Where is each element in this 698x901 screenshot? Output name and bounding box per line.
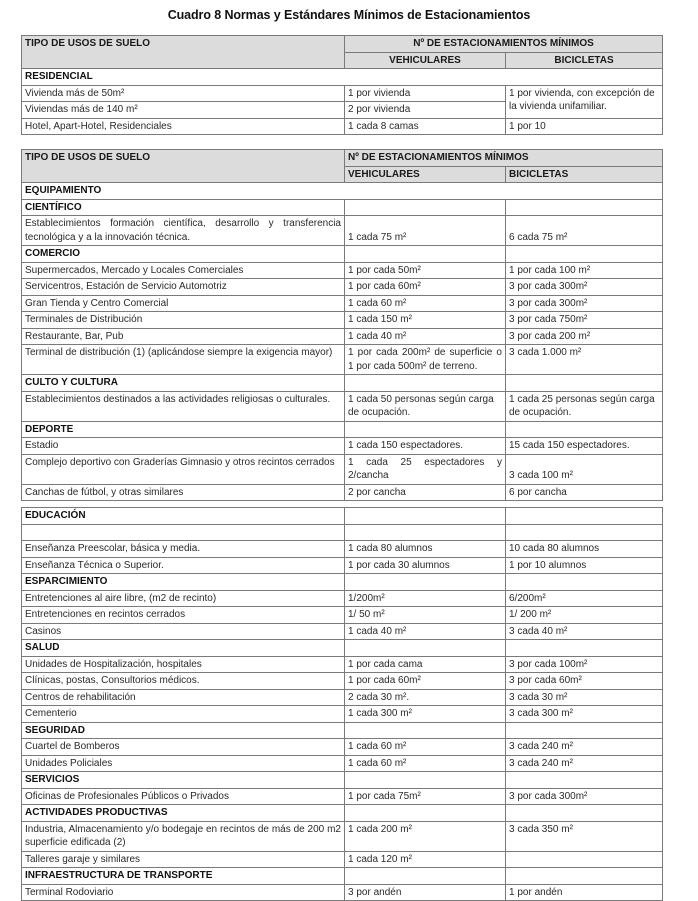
empty-cell: [345, 421, 506, 438]
uso-cell: Gran Tienda y Centro Comercial: [22, 295, 345, 312]
section-row: [22, 183, 663, 200]
vehiculares-cell: 1 por cada 200m² de superficie o 1 por cada 500m² de terreno.: [345, 345, 506, 375]
header-bicicletas: BICICLETAS: [506, 166, 663, 183]
vehiculares-cell: 1 cada 60 m²: [345, 755, 506, 772]
vehiculares-cell: 1 por vivienda: [345, 85, 506, 102]
bicicletas-cell: 1 cada 25 personas según carga de ocupación.: [506, 391, 663, 421]
empty-cell: [506, 868, 663, 885]
bicicletas-cell: 1 por cada 100 m²: [506, 262, 663, 279]
vehiculares-cell: 1/200m²: [345, 590, 506, 607]
section-label: ACTIVIDADES PRODUCTIVAS: [22, 805, 345, 822]
uso-cell: Cuartel de Bomberos: [22, 739, 345, 756]
section-row: [22, 772, 663, 789]
section-label: RESIDENCIAL: [22, 69, 663, 86]
vehiculares-cell: 1 cada 8 camas: [345, 118, 506, 135]
section-row: [22, 805, 663, 822]
empty-cell: [506, 524, 663, 541]
vehiculares-cell: 1 cada 40 m²: [345, 328, 506, 345]
vehiculares-cell: 1 cada 200 m²: [345, 821, 506, 851]
vehiculares-cell: 1 por cada 60m²: [345, 673, 506, 690]
vehiculares-cell: 1/ 50 m²: [345, 607, 506, 624]
section-label: CULTO Y CULTURA: [22, 375, 345, 392]
uso-cell: Unidades Policiales: [22, 755, 345, 772]
table-equipamiento: [21, 149, 663, 501]
vehiculares-cell: 2 por cancha: [345, 484, 506, 501]
uso-cell: Cementerio: [22, 706, 345, 723]
empty-cell: [506, 508, 663, 525]
section-row: [22, 421, 663, 438]
bicicletas-cell: 3 cada 30 m²: [506, 689, 663, 706]
table-row: [22, 739, 663, 756]
bicicletas-cell: 3 cada 40 m²: [506, 623, 663, 640]
vehiculares-cell: 1 cada 120 m²: [345, 851, 506, 868]
bicicletas-cell: [506, 851, 663, 868]
section-label: SERVICIOS: [22, 772, 345, 789]
table-row: [22, 454, 663, 484]
table-row: [22, 85, 663, 102]
uso-cell: Centros de rehabilitación: [22, 689, 345, 706]
vehiculares-cell: 1 cada 150 m²: [345, 312, 506, 329]
empty-cell: [22, 524, 345, 541]
table-header-row: [22, 150, 663, 167]
bicicletas-cell: 1 por 10: [506, 118, 663, 135]
table-row: [22, 118, 663, 135]
header-bicicletas: BICICLETAS: [506, 52, 663, 69]
uso-cell: Servicentros, Estación de Servicio Automotriz: [22, 279, 345, 296]
empty-cell: [506, 375, 663, 392]
section-row: [22, 375, 663, 392]
table-row: [22, 755, 663, 772]
table-residencial: [21, 35, 663, 135]
uso-cell: Clínicas, postas, Consultorios médicos.: [22, 673, 345, 690]
bicicletas-cell: 3 por cada 300m²: [506, 279, 663, 296]
section-row: [22, 722, 663, 739]
uso-cell: Unidades de Hospitalización, hospitales: [22, 656, 345, 673]
bicicletas-cell: 3 por cada 300m²: [506, 788, 663, 805]
bicicletas-cell: 6 por cancha: [506, 484, 663, 501]
table-row: [22, 262, 663, 279]
section-label: DEPORTE: [22, 421, 345, 438]
bicicletas-cell: 15 cada 150 espectadores.: [506, 438, 663, 455]
uso-cell: Establecimientos formación científica, desarrollo y transferencia tecnológica y a la innovación técnica.: [22, 216, 345, 246]
empty-cell: [506, 805, 663, 822]
empty-cell: [345, 246, 506, 263]
bicicletas-cell: 3 cada 1.000 m²: [506, 345, 663, 375]
section-row: [22, 69, 663, 86]
uso-cell: Oficinas de Profesionales Públicos o Privados: [22, 788, 345, 805]
section-label: CIENTÍFICO: [22, 199, 345, 216]
bicicletas-cell: 3 por cada 750m²: [506, 312, 663, 329]
uso-cell: Entretenciones al aire libre, (m2 de recinto): [22, 590, 345, 607]
uso-cell: Casinos: [22, 623, 345, 640]
empty-cell: [506, 199, 663, 216]
empty-cell: [345, 772, 506, 789]
bicicletas-cell: 3 por cada 100m²: [506, 656, 663, 673]
bicicletas-cell: 1 por andén: [506, 884, 663, 901]
section-row: [22, 199, 663, 216]
bicicletas-cell: 1 por 10 alumnos: [506, 557, 663, 574]
vehiculares-cell: 1 cada 80 alumnos: [345, 541, 506, 558]
uso-cell: Hotel, Apart-Hotel, Residenciales: [22, 118, 345, 135]
table-row: [22, 438, 663, 455]
uso-cell: Talleres garaje y similares: [22, 851, 345, 868]
document-title: Cuadro 8 Normas y Estándares Mínimos de Estacionamientos: [167, 8, 531, 22]
section-row: [22, 640, 663, 657]
empty-cell: [345, 508, 506, 525]
vehiculares-cell: 1 por cada 60m²: [345, 279, 506, 296]
section-label: EDUCACIÓN: [22, 508, 345, 525]
table-row: [22, 541, 663, 558]
table-row: [22, 216, 663, 246]
table-row: [22, 689, 663, 706]
table-row: [22, 788, 663, 805]
section-label: SEGURIDAD: [22, 722, 345, 739]
table-row: [22, 623, 663, 640]
bicicletas-cell: 1 por vivienda, con excepción de la vivienda unifamiliar.: [506, 85, 663, 118]
bicicletas-cell: 3 cada 350 m²: [506, 821, 663, 851]
section-label: COMERCIO: [22, 246, 345, 263]
empty-cell: [506, 772, 663, 789]
empty-cell: [506, 574, 663, 591]
empty-cell: [345, 805, 506, 822]
vehiculares-cell: 1 cada 40 m²: [345, 623, 506, 640]
vehiculares-cell: 1 por cada 75m²: [345, 788, 506, 805]
uso-cell: Terminal Rodoviario: [22, 884, 345, 901]
section-row: [22, 508, 663, 525]
empty-cell: [506, 421, 663, 438]
uso-cell: Supermercados, Mercado y Locales Comerciales: [22, 262, 345, 279]
uso-cell: Establecimientos destinados a las actividades religiosas o culturales.: [22, 391, 345, 421]
table-row: [22, 851, 663, 868]
vehiculares-cell: 3 por andén: [345, 884, 506, 901]
bicicletas-cell: 1/ 200 m²: [506, 607, 663, 624]
table-row: [22, 295, 663, 312]
table-row: [22, 884, 663, 901]
table-row: [22, 391, 663, 421]
header-group: Nº DE ESTACIONAMIENTOS MÍNIMOS: [345, 150, 663, 167]
table-row: [22, 328, 663, 345]
vehiculares-cell: 1 por cada cama: [345, 656, 506, 673]
uso-cell: Entretenciones en recintos cerrados: [22, 607, 345, 624]
empty-cell: [506, 246, 663, 263]
table-row: [22, 607, 663, 624]
uso-cell: Terminales de Distribución: [22, 312, 345, 329]
bicicletas-cell: 6/200m²: [506, 590, 663, 607]
header-tipo-uso: TIPO DE USOS DE SUELO: [22, 36, 345, 69]
empty-cell: [345, 868, 506, 885]
table-row: [22, 312, 663, 329]
bicicletas-cell: 3 cada 300 m²: [506, 706, 663, 723]
header-tipo-uso: TIPO DE USOS DE SUELO: [22, 150, 345, 183]
uso-cell: Complejo deportivo con Graderías Gimnasio y otros recintos cerrados: [22, 454, 345, 484]
table-row: [22, 656, 663, 673]
bicicletas-cell: 3 cada 240 m²: [506, 739, 663, 756]
empty-row: [22, 524, 663, 541]
header-vehiculares: VEHICULARES: [345, 52, 506, 69]
empty-cell: [345, 524, 506, 541]
uso-cell: Canchas de fútbol, y otras similares: [22, 484, 345, 501]
uso-cell: Estadio: [22, 438, 345, 455]
table-row: [22, 557, 663, 574]
section-row: [22, 246, 663, 263]
header-group: Nº DE ESTACIONAMIENTOS MÍNIMOS: [345, 36, 663, 53]
table-row: [22, 484, 663, 501]
vehiculares-cell: 1 por cada 30 alumnos: [345, 557, 506, 574]
uso-cell: Restaurante, Bar, Pub: [22, 328, 345, 345]
header-vehiculares: VEHICULARES: [345, 166, 506, 183]
section-label: INFRAESTRUCTURA DE TRANSPORTE: [22, 868, 345, 885]
section-row: [22, 574, 663, 591]
empty-cell: [345, 199, 506, 216]
section-label: ESPARCIMIENTO: [22, 574, 345, 591]
table-equipamiento-continuacion: [21, 507, 663, 901]
empty-cell: [506, 640, 663, 657]
vehiculares-cell: 2 cada 30 m².: [345, 689, 506, 706]
bicicletas-cell: 3 por cada 60m²: [506, 673, 663, 690]
table-row: [22, 821, 663, 851]
uso-cell: Enseñanza Técnica o Superior.: [22, 557, 345, 574]
bicicletas-cell: 3 por cada 200 m²: [506, 328, 663, 345]
table-row: [22, 673, 663, 690]
table-row: [22, 279, 663, 296]
vehiculares-cell: 1 cada 25 espectadores y 2/cancha: [345, 454, 506, 484]
vehiculares-cell: 1 cada 300 m²: [345, 706, 506, 723]
vehiculares-cell: 1 cada 60 m²: [345, 295, 506, 312]
table-row: [22, 345, 663, 375]
uso-cell: Enseñanza Preescolar, básica y media.: [22, 541, 345, 558]
table-row: [22, 590, 663, 607]
table-header-row: [22, 36, 663, 53]
vehiculares-cell: 1 cada 50 personas según carga de ocupación.: [345, 391, 506, 421]
uso-cell: Vivienda más de 50m²: [22, 85, 345, 102]
bicicletas-cell: 3 por cada 300m²: [506, 295, 663, 312]
uso-cell: Viviendas más de 140 m²: [22, 102, 345, 119]
empty-cell: [506, 722, 663, 739]
vehiculares-cell: 1 cada 150 espectadores.: [345, 438, 506, 455]
vehiculares-cell: 1 cada 60 m²: [345, 739, 506, 756]
empty-cell: [345, 375, 506, 392]
uso-cell: Terminal de distribución (1) (aplicándose siempre la exigencia mayor): [22, 345, 345, 375]
empty-cell: [345, 640, 506, 657]
bicicletas-cell: 3 cada 240 m²: [506, 755, 663, 772]
vehiculares-cell: 1 cada 75 m²: [345, 216, 506, 246]
empty-cell: [345, 574, 506, 591]
section-label: SALUD: [22, 640, 345, 657]
section-row: [22, 868, 663, 885]
empty-cell: [345, 722, 506, 739]
bicicletas-cell: 10 cada 80 alumnos: [506, 541, 663, 558]
vehiculares-cell: 1 por cada 50m²: [345, 262, 506, 279]
table-row: [22, 706, 663, 723]
section-label: EQUIPAMIENTO: [22, 183, 663, 200]
bicicletas-cell: 3 cada 100 m²: [506, 454, 663, 484]
uso-cell: Industria, Almacenamiento y/o bodegaje en recintos de más de 200 m2 superficie edificada (2): [22, 821, 345, 851]
vehiculares-cell: 2 por vivienda: [345, 102, 506, 119]
bicicletas-cell: 6 cada 75 m²: [506, 216, 663, 246]
